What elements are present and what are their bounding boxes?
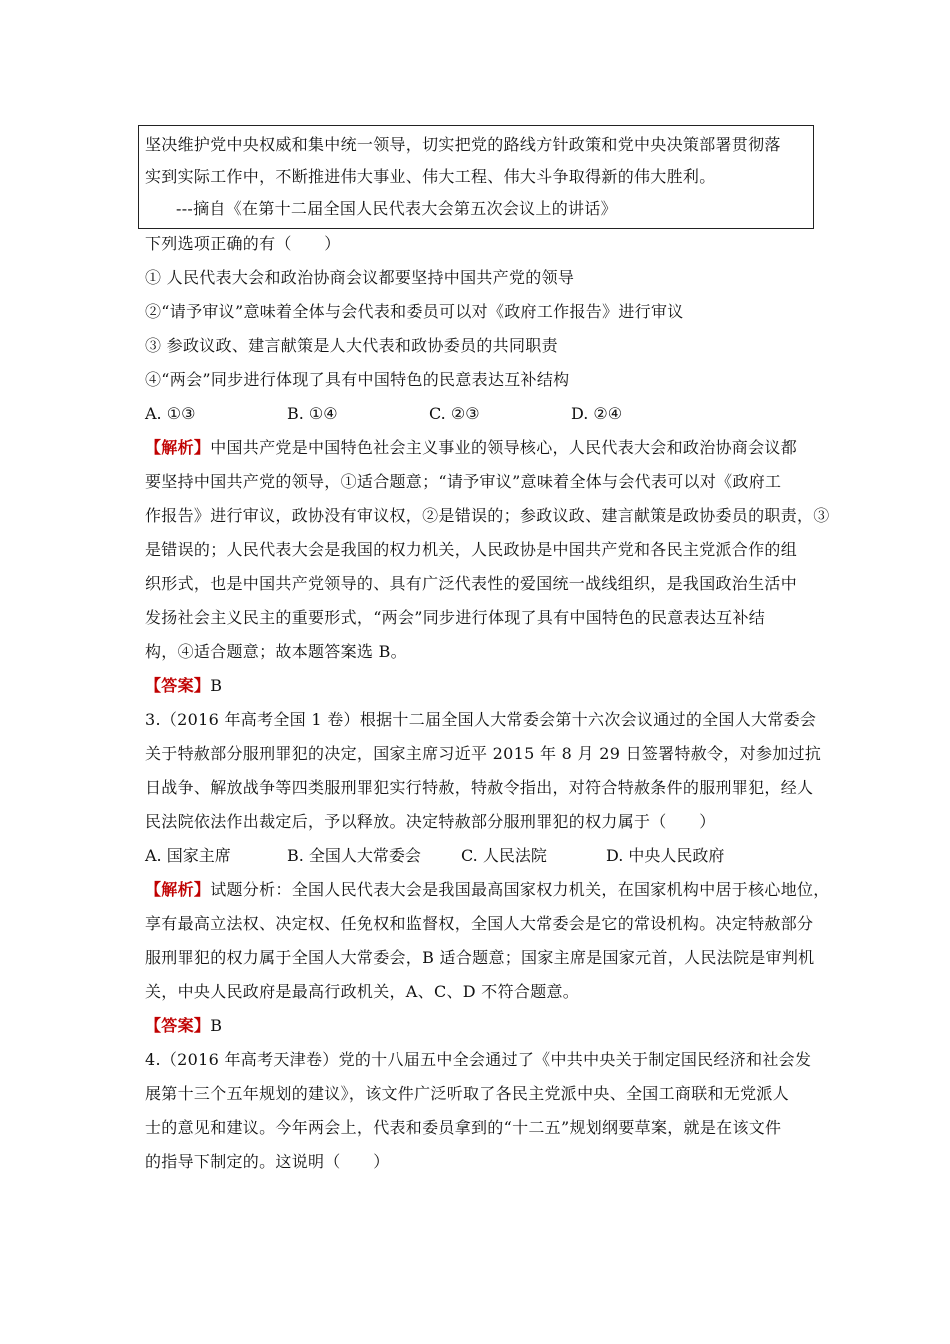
answer-tag: 【答案】 bbox=[145, 1016, 211, 1035]
answer-option: C. ②③ bbox=[429, 404, 480, 423]
quote-line: 坚决维护党中央权威和集中统一领导，切实把党的路线方针政策和党中央决策部署贯彻落 bbox=[145, 135, 781, 154]
analysis-line bbox=[145, 438, 797, 458]
analysis-line bbox=[145, 880, 830, 900]
analysis-line: 享有最高立法权、决定权、任免权和监督权，全国人大常委会是它的常设机构。决定特赦部分 bbox=[145, 914, 814, 933]
question-stem: 民法院依法作出裁定后，予以释放。决定特赦部分服刑罪犯的权力属于（ ） bbox=[145, 812, 716, 831]
question-stem: 3.（2016 年高考全国 1 卷）根据十二届全国人大常委会第十六次会议通过的全国人大常委会 bbox=[145, 710, 817, 729]
statement-item: ③ 参政议政、建言献策是人大代表和政协委员的共同职责 bbox=[145, 336, 558, 355]
answer-value: B bbox=[210, 1016, 223, 1035]
analysis-line: 作报告》进行审议，政协没有审议权，②是错误的；参政议政、建言献策是政协委员的职责，③ bbox=[145, 506, 830, 525]
answer-option: B. ①④ bbox=[287, 404, 338, 423]
analysis-line: 是错误的；人民代表大会是我国的权力机关，人民政协是中国共产党和各民主党派合作的组 bbox=[145, 540, 798, 559]
answer-option: C. 人民法院 bbox=[461, 846, 547, 865]
quote-line: 实到实际工作中，不断推进伟大事业、伟大工程、伟大斗争取得新的伟大胜利。 bbox=[145, 167, 716, 186]
question-stem: 展第十三个五年规划的建议》，该文件广泛听取了各民主党派中央、全国工商联和无党派人 bbox=[145, 1084, 790, 1103]
statement-item: ① 人民代表大会和政治协商会议都要坚持中国共产党的领导 bbox=[145, 268, 575, 287]
statement-item: ④“两会”同步进行体现了具有中国特色的民意表达互补结构 bbox=[145, 370, 570, 389]
question-stem: 士的意见和建议。今年两会上，代表和委员拿到的“十二五”规划纲要草案，就是在该文件 bbox=[145, 1118, 782, 1137]
answer-value: B bbox=[210, 676, 223, 695]
analysis-line: 服刑罪犯的权力属于全国人大常委会，B 适合题意；国家主席是国家元首，人民法院是审判机 bbox=[145, 948, 815, 967]
analysis-tag: 【解析】 bbox=[145, 438, 211, 457]
question-stem: 下列选项正确的有（ ） bbox=[145, 234, 341, 253]
analysis-line: 构，④适合题意；故本题答案选 B。 bbox=[145, 642, 407, 661]
question-stem: 4.（2016 年高考天津卷）党的十八届五中全会通过了《中共中央关于制定国民经济和社会发 bbox=[145, 1050, 812, 1069]
answer-option: A. ①③ bbox=[145, 404, 196, 423]
analysis-line: 要坚持中国共产党的领导，①适合题意；“请予审议”意味着全体与会代表可以对《政府工 bbox=[145, 472, 782, 491]
analysis-line: 关，中央人民政府是最高行政机关，A、C、D 不符合题意。 bbox=[145, 982, 580, 1001]
analysis-line: 发扬社会主义民主的重要形式，“两会”同步进行体现了具有中国特色的民意表达互补结 bbox=[145, 608, 766, 627]
analysis-line: 织形式，也是中国共产党领导的、具有广泛代表性的爱国统一战线组织，是我国政治生活中 bbox=[145, 574, 798, 593]
question-stem: 的指导下制定的。这说明（ ） bbox=[145, 1152, 390, 1171]
answer-option: D. ②④ bbox=[571, 404, 623, 423]
answer-option: A. 国家主席 bbox=[145, 846, 231, 865]
question-stem: 关于特赦部分服刑罪犯的决定，国家主席习近平 2015 年 8 月 29 日签署特赦令，对参加过抗 bbox=[145, 744, 822, 763]
answer-tag: 【答案】 bbox=[145, 676, 211, 695]
answer-option: B. 全国人大常委会 bbox=[287, 846, 421, 865]
answer-line bbox=[145, 1016, 222, 1036]
answer-option: D. 中央人民政府 bbox=[606, 846, 725, 865]
statement-item: ②“请予审议”意味着全体与会代表和委员可以对《政府工作报告》进行审议 bbox=[145, 302, 684, 321]
question-stem: 日战争、解放战争等四类服刑罪犯实行特赦，特赦令指出，对符合特赦条件的服刑罪犯，经人 bbox=[145, 778, 814, 797]
quote-source: ---摘自《在第十二届全国人民代表大会第五次会议上的讲话》 bbox=[176, 199, 617, 218]
analysis-tag: 【解析】 bbox=[145, 880, 211, 899]
analysis-text: 中国共产党是中国特色社会主义事业的领导核心，人民代表大会和政治协商会议都 bbox=[210, 438, 798, 457]
analysis-text: 试题分析：全国人民代表大会是我国最高国家权力机关，在国家机构中居于核心地位， bbox=[210, 880, 830, 899]
answer-line bbox=[145, 676, 222, 696]
